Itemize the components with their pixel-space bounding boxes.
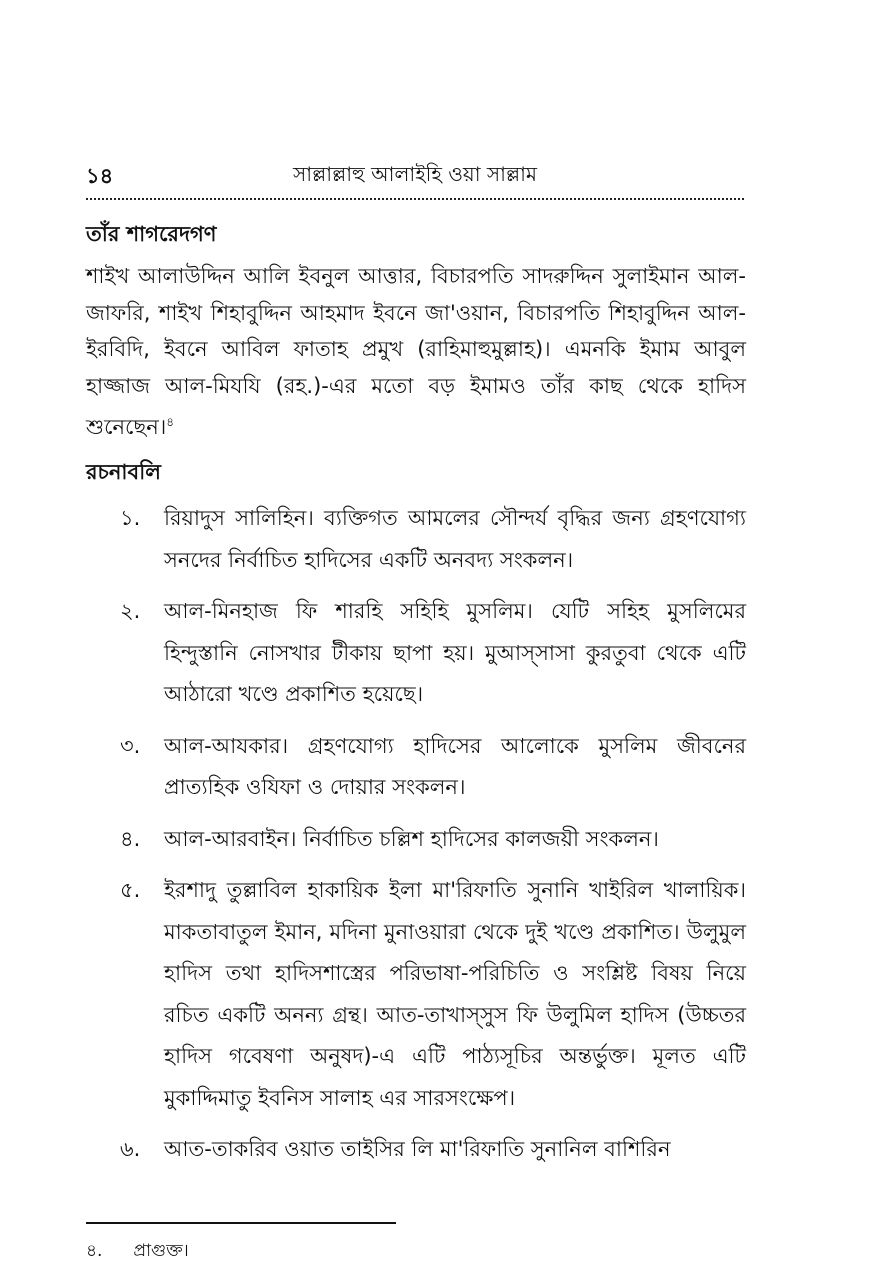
section-heading-students: তাঁর শাগরেদগণ xyxy=(86,222,217,246)
running-title: সাল্লাল্লাহু আলাইহি ওয়া সাল্লাম xyxy=(292,162,537,186)
list-item xyxy=(120,591,746,716)
list-item xyxy=(120,819,746,861)
list-item-text: ইরশাদু তুল্লাবিল হাকায়িক ইলা মা'রিফাতি সুনানি খাইরিল খালায়িক। মাকতাবাতুল ইমান, মদিনা মুনাওয়ারা থেকে দুই খণ্ডে প্রকাশিত। উলুমুল হাদিস তথা হাদিসশাস্ত্রের পরিভাষা-পরিচিতি ও সংশ্লিষ্ট বিষয় নিয়ে রচিত একটি অনন্য গ্রন্থ। আত-তাখাস্সুস ফি উলুমিল হাদিস (উচ্চতর হাদিস গবেষণা অনুষদ)-এ এটি পাঠ্যসূচির অন্তর্ভুক্ত। মূলত এটি মুকাদ্দিমাতু ইবনিস সালাহ এর সারসংক্ষেপ। xyxy=(164,878,746,1110)
list-item-number: ২. xyxy=(120,599,141,623)
section-heading-works: রচনাবলি xyxy=(86,460,161,484)
list-item-number: ৪. xyxy=(120,826,141,851)
footnote-divider xyxy=(86,1222,396,1224)
list-item-number: ১. xyxy=(120,506,141,530)
list-item xyxy=(120,870,746,1119)
list-item xyxy=(120,498,746,581)
list-item-text: রিয়াদুস সালিহিন। ব্যক্তিগত আমলের সৌন্দর্য বৃদ্ধির জন্য গ্রহণযোগ্য সনদের নির্বাচিত হাদিসের একটি অনবদ্য সংকলন। xyxy=(164,506,746,572)
list-item xyxy=(120,1129,746,1171)
works-list xyxy=(120,498,746,1181)
students-paragraph-text: শাইখ আলাউদ্দিন আলি ইবনুল আত্তার, বিচারপতি সাদরুদ্দিন সুলাইমান আল-জাফরি, শাইখ শিহাবুদ্দিন আহমাদ ইবনে জা'ওয়ান, বিচারপতি শিহাবুদ্দিন আল-ইরবিদি, ইবনে আবিল ফাতাহ প্রমুখ (রাহিমাহুমুল্লাহ)। এমনকি ইমাম আবুল হাজ্জাজ আল-মিযযি (রহ.)-এর মতো বড় ইমামও তাঁর কাছ থেকে হাদিস শুনেছেন। xyxy=(86,264,746,439)
list-item xyxy=(120,726,746,809)
footnote-number: ৪. xyxy=(86,1241,103,1261)
list-item-text: আত-তাকরিব ওয়াত তাইসির লি মা'রিফাতি সুনানিল বাশিরিন xyxy=(164,1137,671,1161)
list-item-number: ৩. xyxy=(120,733,141,758)
list-item-text: আল-আরবাইন। নির্বাচিত চল্লিশ হাদিসের কালজয়ী সংকলন। xyxy=(164,826,659,851)
list-item-number: ৫. xyxy=(120,878,141,902)
footnote-reference[interactable]: ৪ xyxy=(166,415,175,429)
page-number: ১৪ xyxy=(86,164,114,188)
footnote xyxy=(86,1238,189,1266)
list-item-text: আল-মিনহাজ ফি শারহি সহিহি মুসলিম। যেটি সহিহ মুসলিমের হিন্দুস্তানি নোসখার টীকায় ছাপা হয়। মুআস্সাসা কুরতুবা থেকে এটি আঠারো খণ্ডে প্রকাশিত হয়েছে। xyxy=(164,599,746,706)
page-header xyxy=(86,160,744,194)
list-item-number: ৬. xyxy=(120,1137,141,1161)
footnote-text: প্রাগুক্ত। xyxy=(133,1241,189,1261)
header-divider xyxy=(86,198,744,200)
list-item-text: আল-আযকার। গ্রহণযোগ্য হাদিসের আলোকে মুসলিম জীবনের প্রাত্যহিক ওযিফা ও দোয়ার সংকলন। xyxy=(164,733,746,799)
students-paragraph xyxy=(86,258,746,446)
